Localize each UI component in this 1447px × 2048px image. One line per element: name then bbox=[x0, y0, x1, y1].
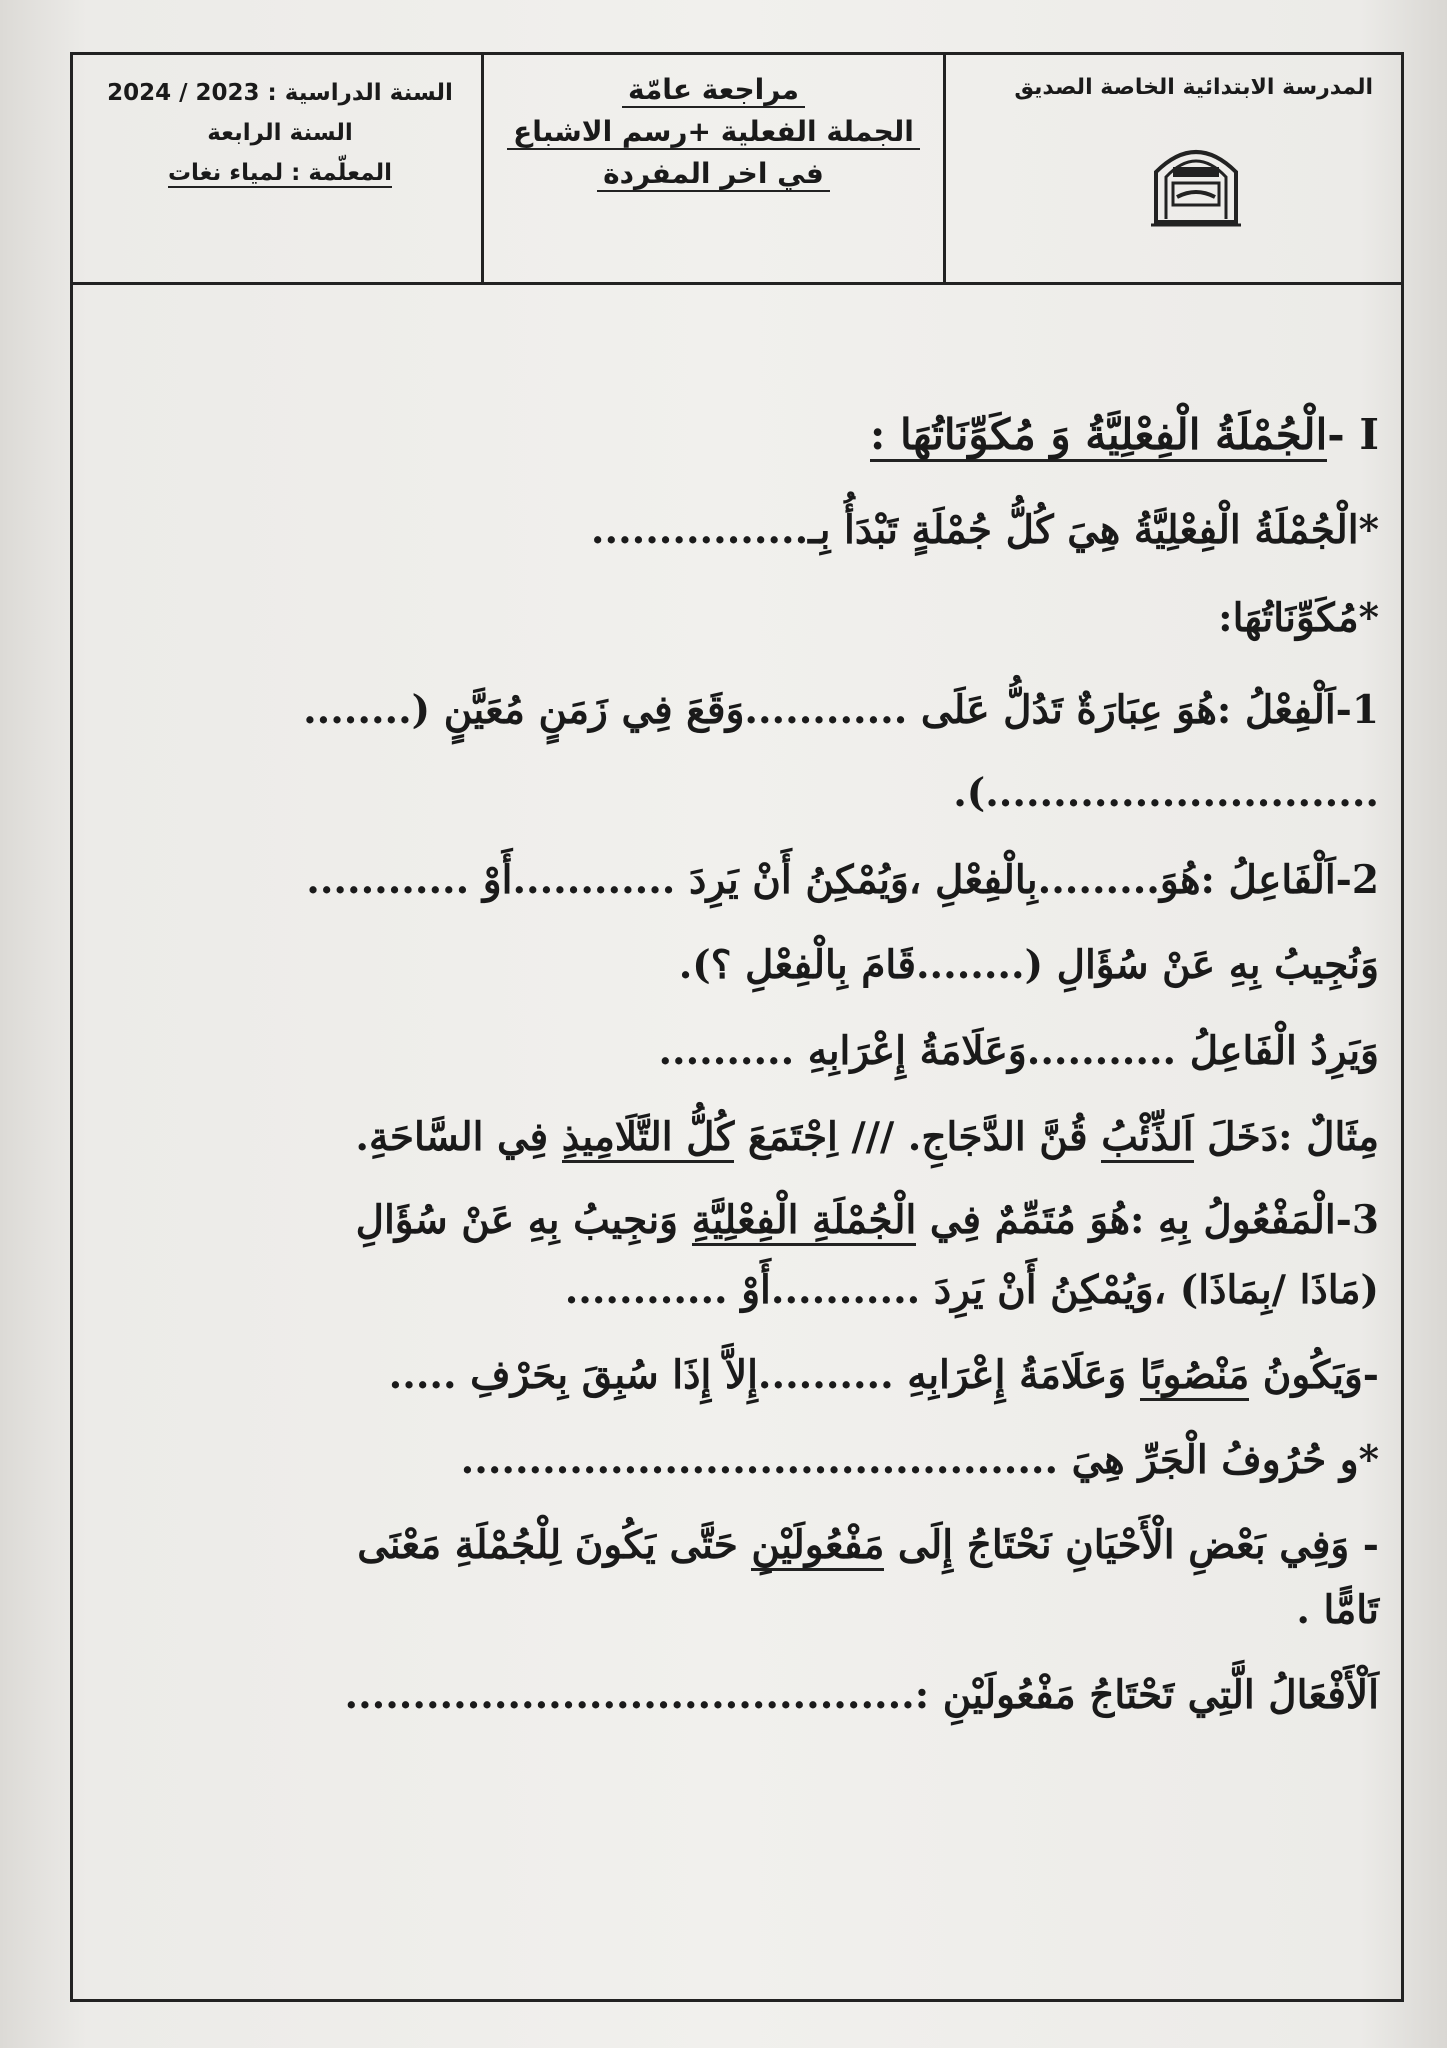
example-line: مِثَالٌ :دَخَلَ اَلذِّئْبُ قُنَّ الدَّجَاجِ. /// اِجْتَمَعَ كُلُّ التَّلَامِيذِ فِي السَّاحَةِ. bbox=[95, 1107, 1379, 1167]
grade-level: السنة الرابعة bbox=[207, 120, 353, 146]
prepositions-line: *و حُرُوفُ الْجَرِّ هِيَ ............................................ bbox=[460, 1437, 1379, 1483]
worksheet-body bbox=[73, 285, 1401, 1999]
worksheet-frame bbox=[70, 52, 1404, 2002]
info-cell bbox=[73, 55, 487, 282]
subject-case: وَيَرِدُ الْفَاعِلُ ...........وَعَلَامَةُ إِعْرَابِهِ .......... bbox=[658, 1028, 1379, 1074]
object-definition: 3-الْمَفْعُولُ بِهِ :هُوَ مُتَمِّمٌ فِي الْجُمْلَةِ الْفِعْلِيَّةِ وَنجِيبُ بِهِ عَنْ سُؤَالِ bbox=[95, 1190, 1379, 1250]
two-objects-cont: تَامًّا . bbox=[1296, 1587, 1379, 1633]
verbs-two-objects: اَلْأَفْعَالُ الَّتِي تَحْتَاجُ مَفْعُولَيْنِ :.......................................... bbox=[344, 1672, 1379, 1718]
title-line-3: في اخر المفردة bbox=[484, 153, 943, 195]
header-table bbox=[73, 55, 1401, 285]
school-name: المدرسة الابتدائية الخاصة الصديق bbox=[1014, 75, 1373, 100]
section-heading: I -الْجُمْلَةُ الْفِعْلِيَّةُ وَ مُكَوِّنَاتُهَا : bbox=[95, 405, 1379, 465]
definition-line: *الْجُمْلَةُ الْفِعْلِيَّةُ هِيَ كُلُّ جُمْلَةٍ تَبْدَأُ بِـ................ bbox=[590, 507, 1379, 553]
two-objects-line: - وَفِي بَعْضِ الْأَحْيَانِ نَحْتَاجُ إِلَى مَفْعُولَيْنِ حَتَّى يَكُونَ لِلْجُمْلَةِ مَعْنَى bbox=[95, 1515, 1379, 1575]
teacher-name: المعلّمة : لمياء نغات bbox=[167, 160, 393, 186]
object-question: (مَاذَا /بِمَاذَا) ،وَيُمْكِنُ أَنْ يَرِدَ ...........أَوْ ............ bbox=[564, 1267, 1379, 1313]
title-line-2: الجملة الفعلية +رسم الاشباع bbox=[484, 111, 943, 153]
verb-definition-cont: .............................). bbox=[953, 770, 1379, 816]
subject-question: وَنُجِيبُ بِهِ عَنْ سُؤَالِ (........قَامَ بِالْفِعْلِ ؟). bbox=[678, 942, 1379, 988]
title-line-1: مراجعة عامّة bbox=[484, 69, 943, 111]
subject-definition: 2-اَلْفَاعِلُ :هُوَ.........بِالْفِعْلِ ،وَيُمْكِنُ أَنْ يَرِدَ ............أَوْ ............ bbox=[306, 857, 1379, 903]
school-logo bbox=[1141, 127, 1251, 237]
object-case: -وَيَكُونُ مَنْصُوبًا وَعَلَامَةُ إِعْرَابِهِ ..........إِلاَّ إِذَا سُبِقَ بِحَرْفِ ..... bbox=[95, 1345, 1379, 1405]
school-year: السنة الدراسية : 2023 / 2024 bbox=[107, 80, 453, 106]
verb-definition: 1-اَلْفِعْلُ :هُوَ عِبَارَةٌ تَدُلُّ عَلَى ............وَقَعَ فِي زَمَنٍ مُعَيَّنٍ (........ bbox=[303, 687, 1379, 733]
school-cell bbox=[946, 55, 1401, 282]
title-cell bbox=[481, 55, 946, 282]
components-label: *مُكَوِّنَاتُهَا: bbox=[1218, 595, 1379, 641]
